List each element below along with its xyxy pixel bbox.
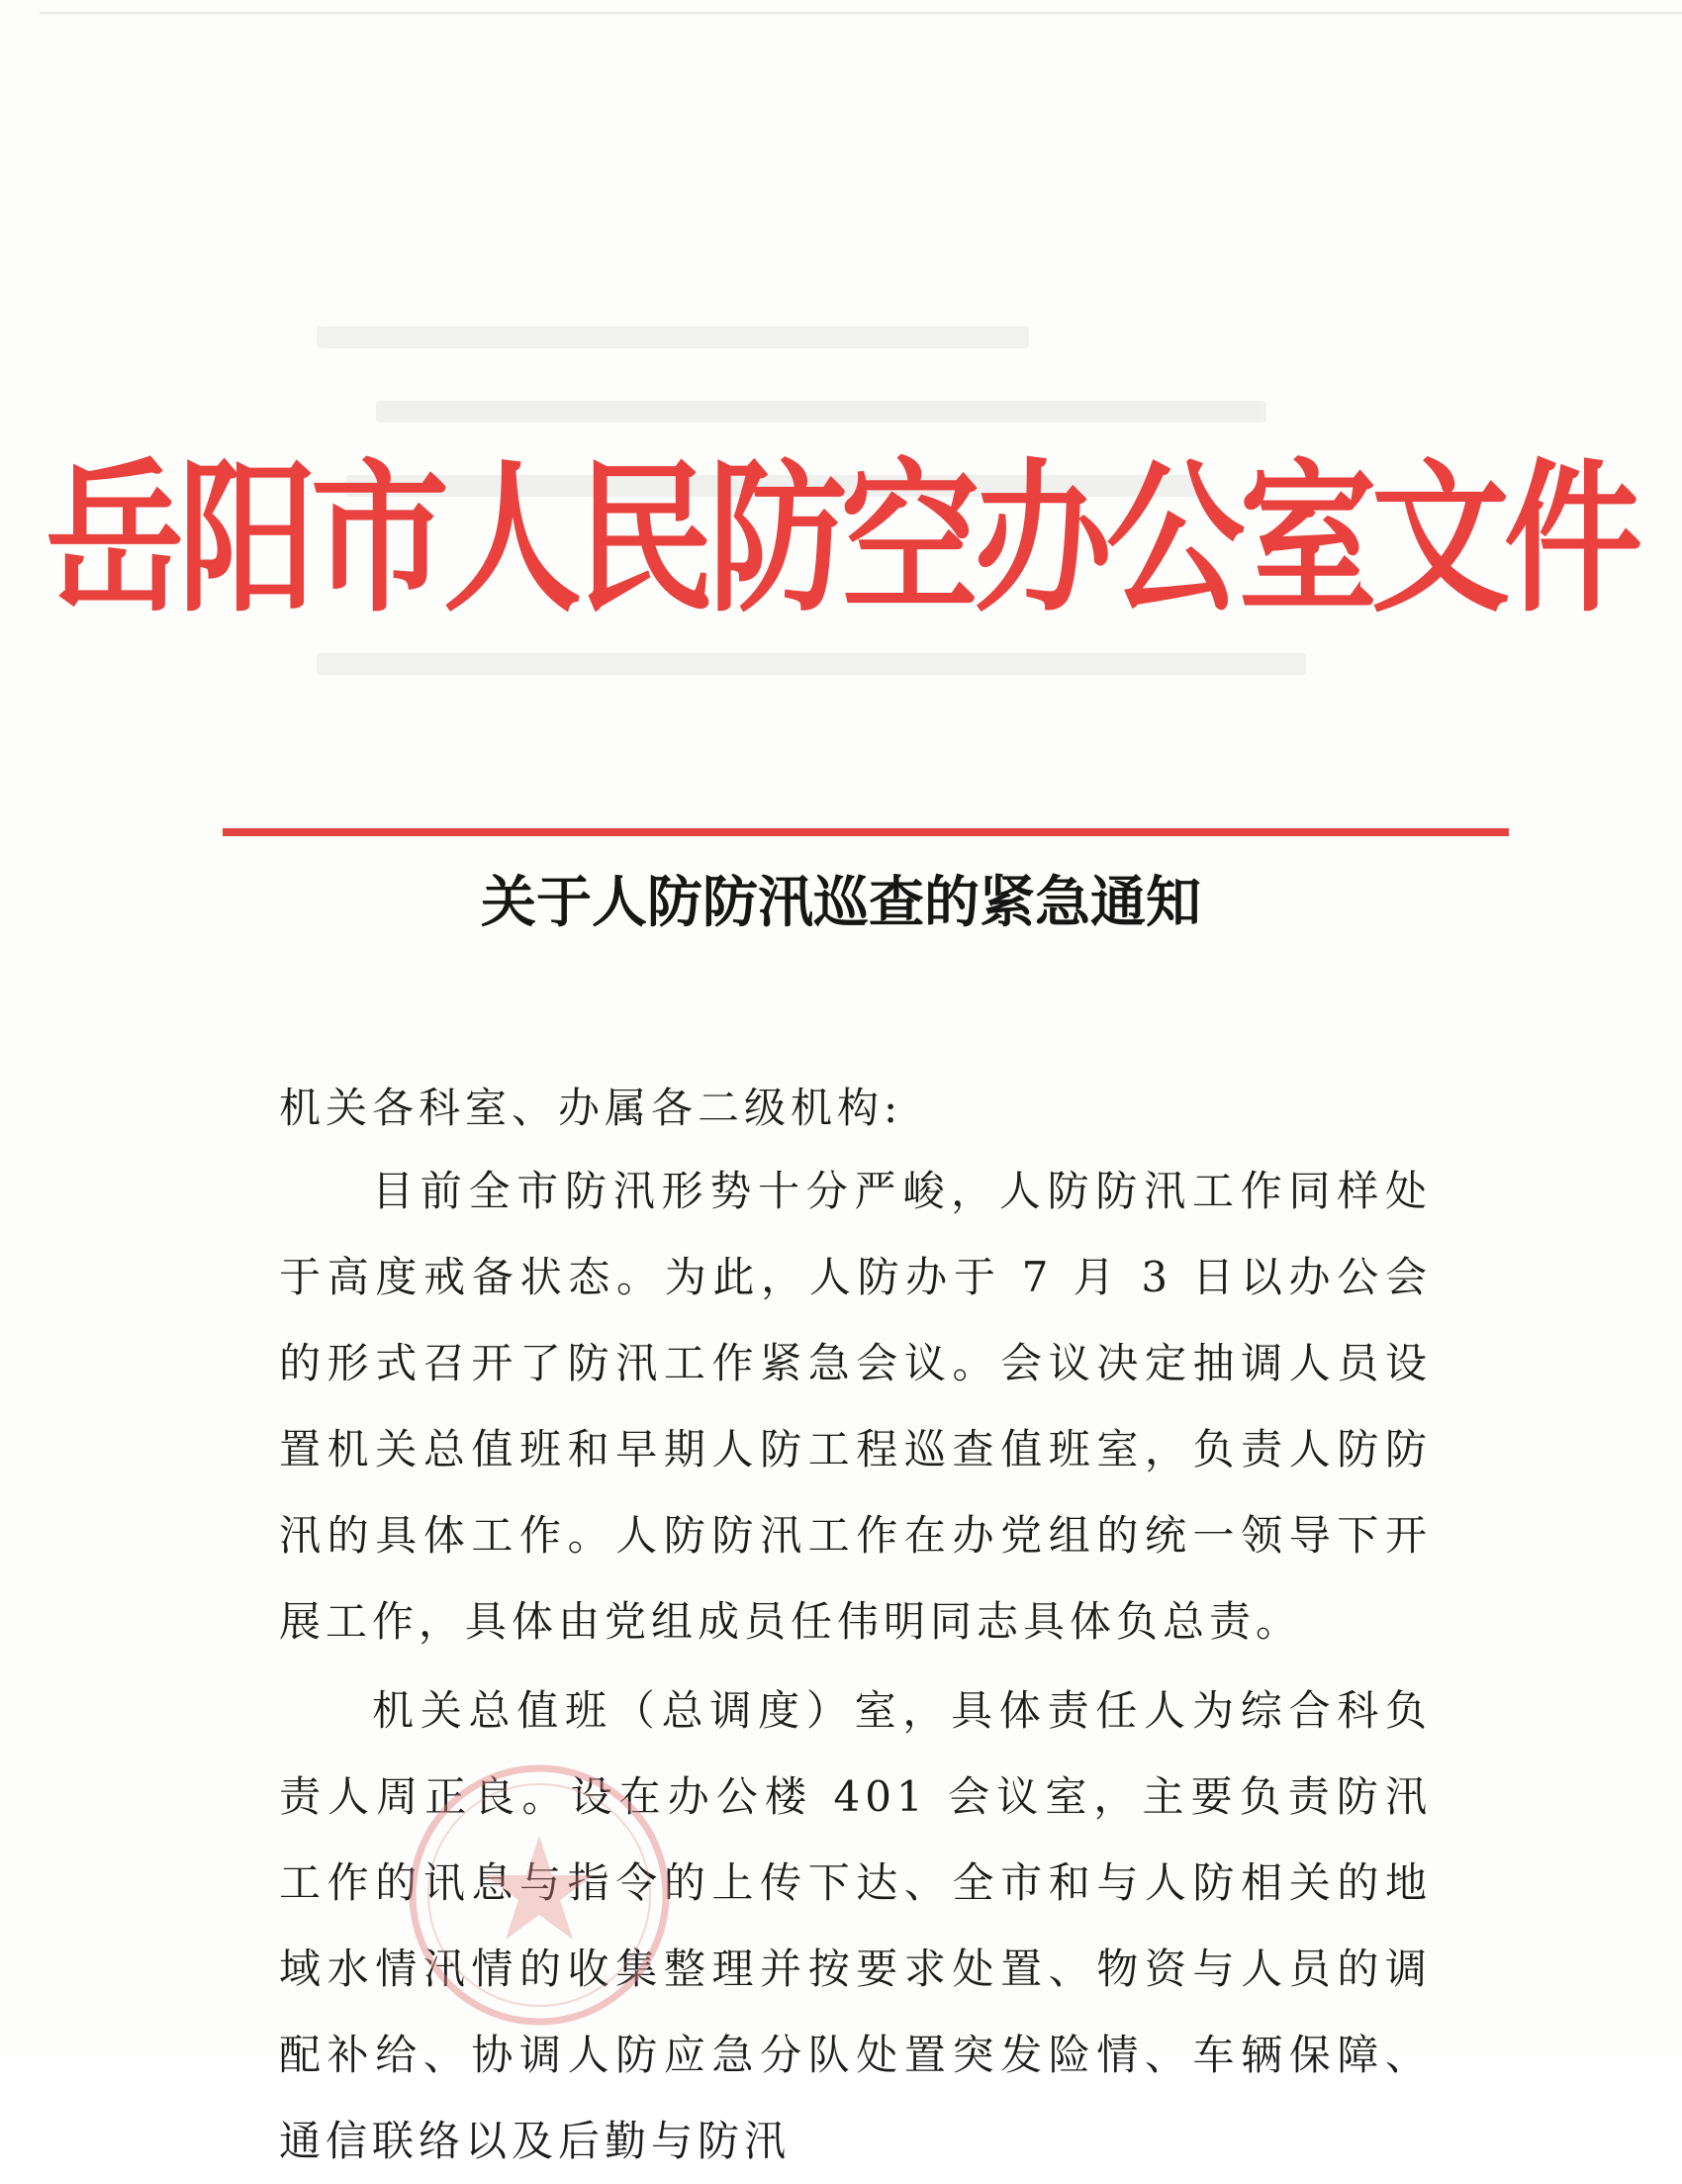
document-title: 关于人防防汛巡查的紧急通知 bbox=[481, 870, 1201, 935]
official-seal-stamp bbox=[396, 1752, 683, 2039]
red-divider-rule bbox=[223, 828, 1509, 836]
document-masthead: 岳阳市人民防空办公室文件 bbox=[45, 443, 1636, 636]
salutation: 机关各科室、办属各二级机构: bbox=[279, 1084, 903, 1132]
paragraph-2: 机关总值班（总调度）室，具体责任人为综合科负责人周正良。设在办公楼 401 会议室，主要负责防汛工作的讯息与指令的上传下达、全市和与人防相关的地域水情汛情的收集整理并按要求处置、物资与人员的调配补给、协调人防应急分队处置突发险情、车辆保障、通信联络以及后勤与防汛 bbox=[279, 1686, 1432, 2165]
paragraph-1: 目前全市防汛形势十分严峻，人防防汛工作同样处于高度戒备状态。为此，人防办于 7 月 3 日以办公会的形式召开了防汛工作紧急会议。会议决定抽调人员设置机关总值班和早期人防工程巡查值班室，负责人防防汛的具体工作。人防防汛工作在办党组的统一领导下开展工作，具体由党组成员任伟明同志具体负总责。 bbox=[279, 1167, 1432, 1646]
scan-edge-shadow bbox=[40, 12, 1682, 15]
